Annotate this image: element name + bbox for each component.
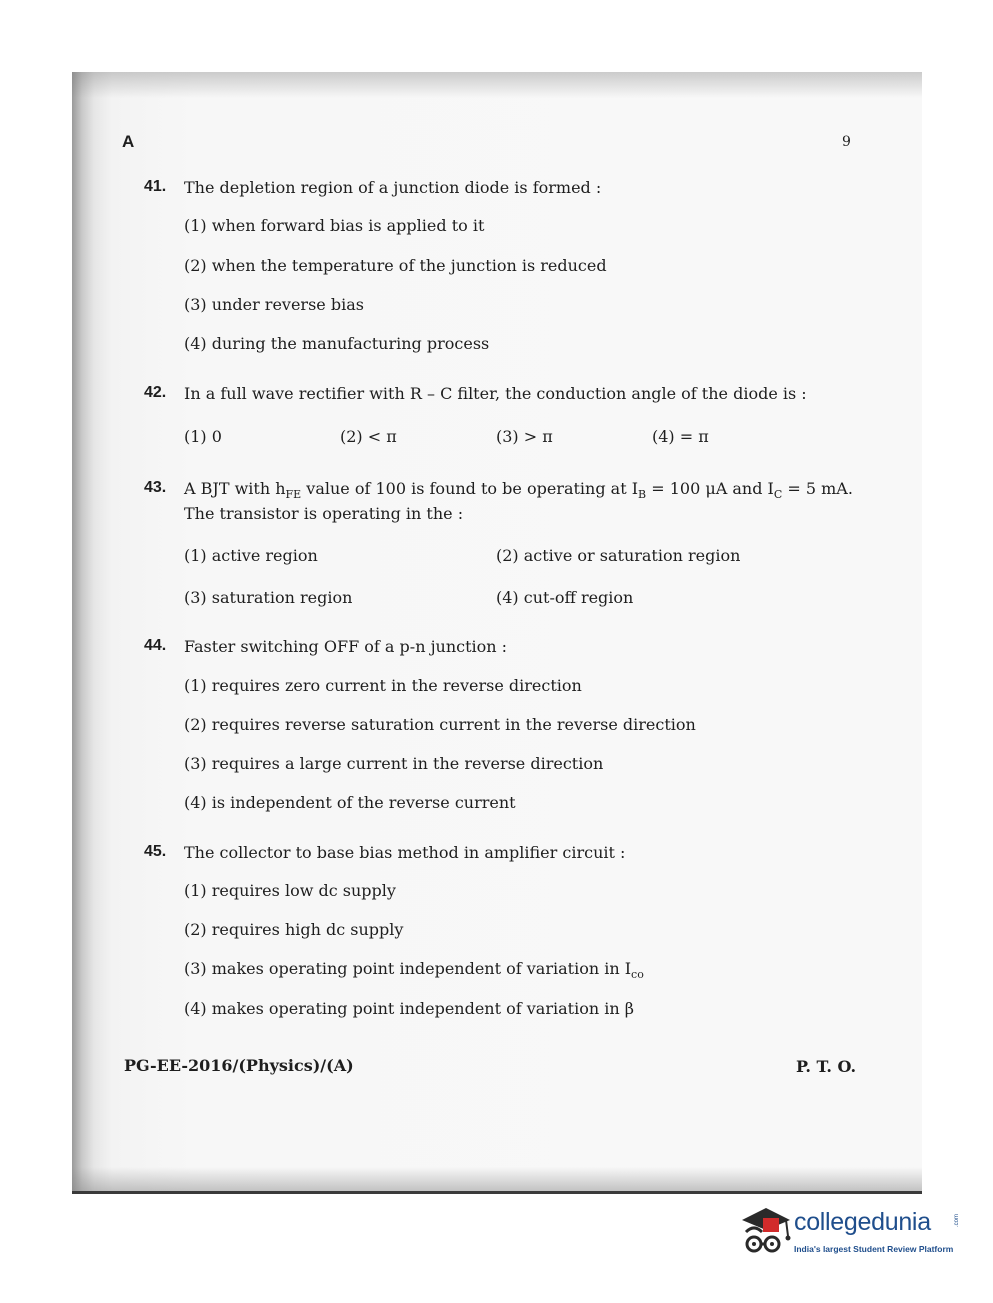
scan-top-shadow — [72, 72, 922, 98]
question-43-option-3: (3) saturation region — [184, 588, 353, 607]
logo-domain-suffix: .com — [954, 1214, 960, 1228]
question-44-number: 44. — [144, 637, 167, 654]
scan-bottom-shadow — [72, 1167, 922, 1191]
collegedunia-logo — [736, 1200, 966, 1270]
question-44-option-1: (1) requires zero current in the reverse direction — [184, 676, 582, 695]
question-43-text: A BJT with $h_{FE}$ value of 100 is found to be operating at $I_B = 100$ μA and $I_C = 5$ mA. — [184, 479, 853, 501]
question-44-option-4: (4) is independent of the reverse current — [184, 793, 516, 812]
question-45-option-1: (1) requires low dc supply — [184, 881, 396, 900]
question-43-number: 43. — [144, 479, 167, 496]
question-41-option-4: (4) during the manufacturing process — [184, 334, 490, 353]
question-41-option-3: (3) under reverse bias — [184, 295, 364, 314]
question-43-text-line-2: The transistor is operating in the : — [184, 504, 464, 523]
question-45-text: The collector to base bias method in amplifier circuit : — [184, 843, 626, 862]
question-41-option-2: (2) when the temperature of the junction is reduced — [184, 256, 607, 275]
scanned-page — [72, 72, 922, 1194]
question-45-option-2: (2) requires high dc supply — [184, 920, 404, 939]
question-44-text: Faster switching OFF of a p-n junction : — [184, 637, 508, 656]
question-41-text: The depletion region of a junction diode is formed : — [184, 178, 602, 197]
question-43-option-1: (1) active region — [184, 546, 318, 565]
question-41-number: 41. — [144, 178, 167, 195]
paper-code: PG-EE-2016/(Physics)/(A) — [124, 1056, 354, 1075]
logo-tagline: India's largest Student Review Platform — [794, 1244, 954, 1254]
question-43-option-2: (2) active or saturation region — [496, 546, 741, 565]
page-number: 9 — [842, 134, 851, 150]
question-42-option-4: (4) = π — [652, 427, 709, 446]
question-41-option-1: (1) when forward bias is applied to it — [184, 216, 485, 235]
question-45-number: 45. — [144, 843, 167, 860]
graduate-mascot-icon — [736, 1202, 794, 1260]
question-42-option-1: (1) 0 — [184, 427, 222, 446]
question-44-option-3: (3) requires a large current in the reverse direction — [184, 754, 604, 773]
please-turn-over: P. T. O. — [796, 1057, 857, 1076]
question-42-option-3: (3) > π — [496, 427, 553, 446]
logo-brand-name: collegedunia — [794, 1208, 931, 1236]
question-45-option-4: (4) makes operating point independent of variation in β — [184, 999, 634, 1018]
question-43-option-4: (4) cut-off region — [496, 588, 634, 607]
booklet-series-letter: A — [122, 132, 135, 151]
question-45-option-3: (3) makes operating point independent of variation in $I_{co}$ — [184, 959, 644, 981]
question-42-number: 42. — [144, 384, 167, 401]
question-44-option-2: (2) requires reverse saturation current in the reverse direction — [184, 715, 696, 734]
question-42-option-2: (2) < π — [340, 427, 397, 446]
question-42-text: In a full wave rectifier with R – C filter, the conduction angle of the diode is : — [184, 384, 807, 403]
